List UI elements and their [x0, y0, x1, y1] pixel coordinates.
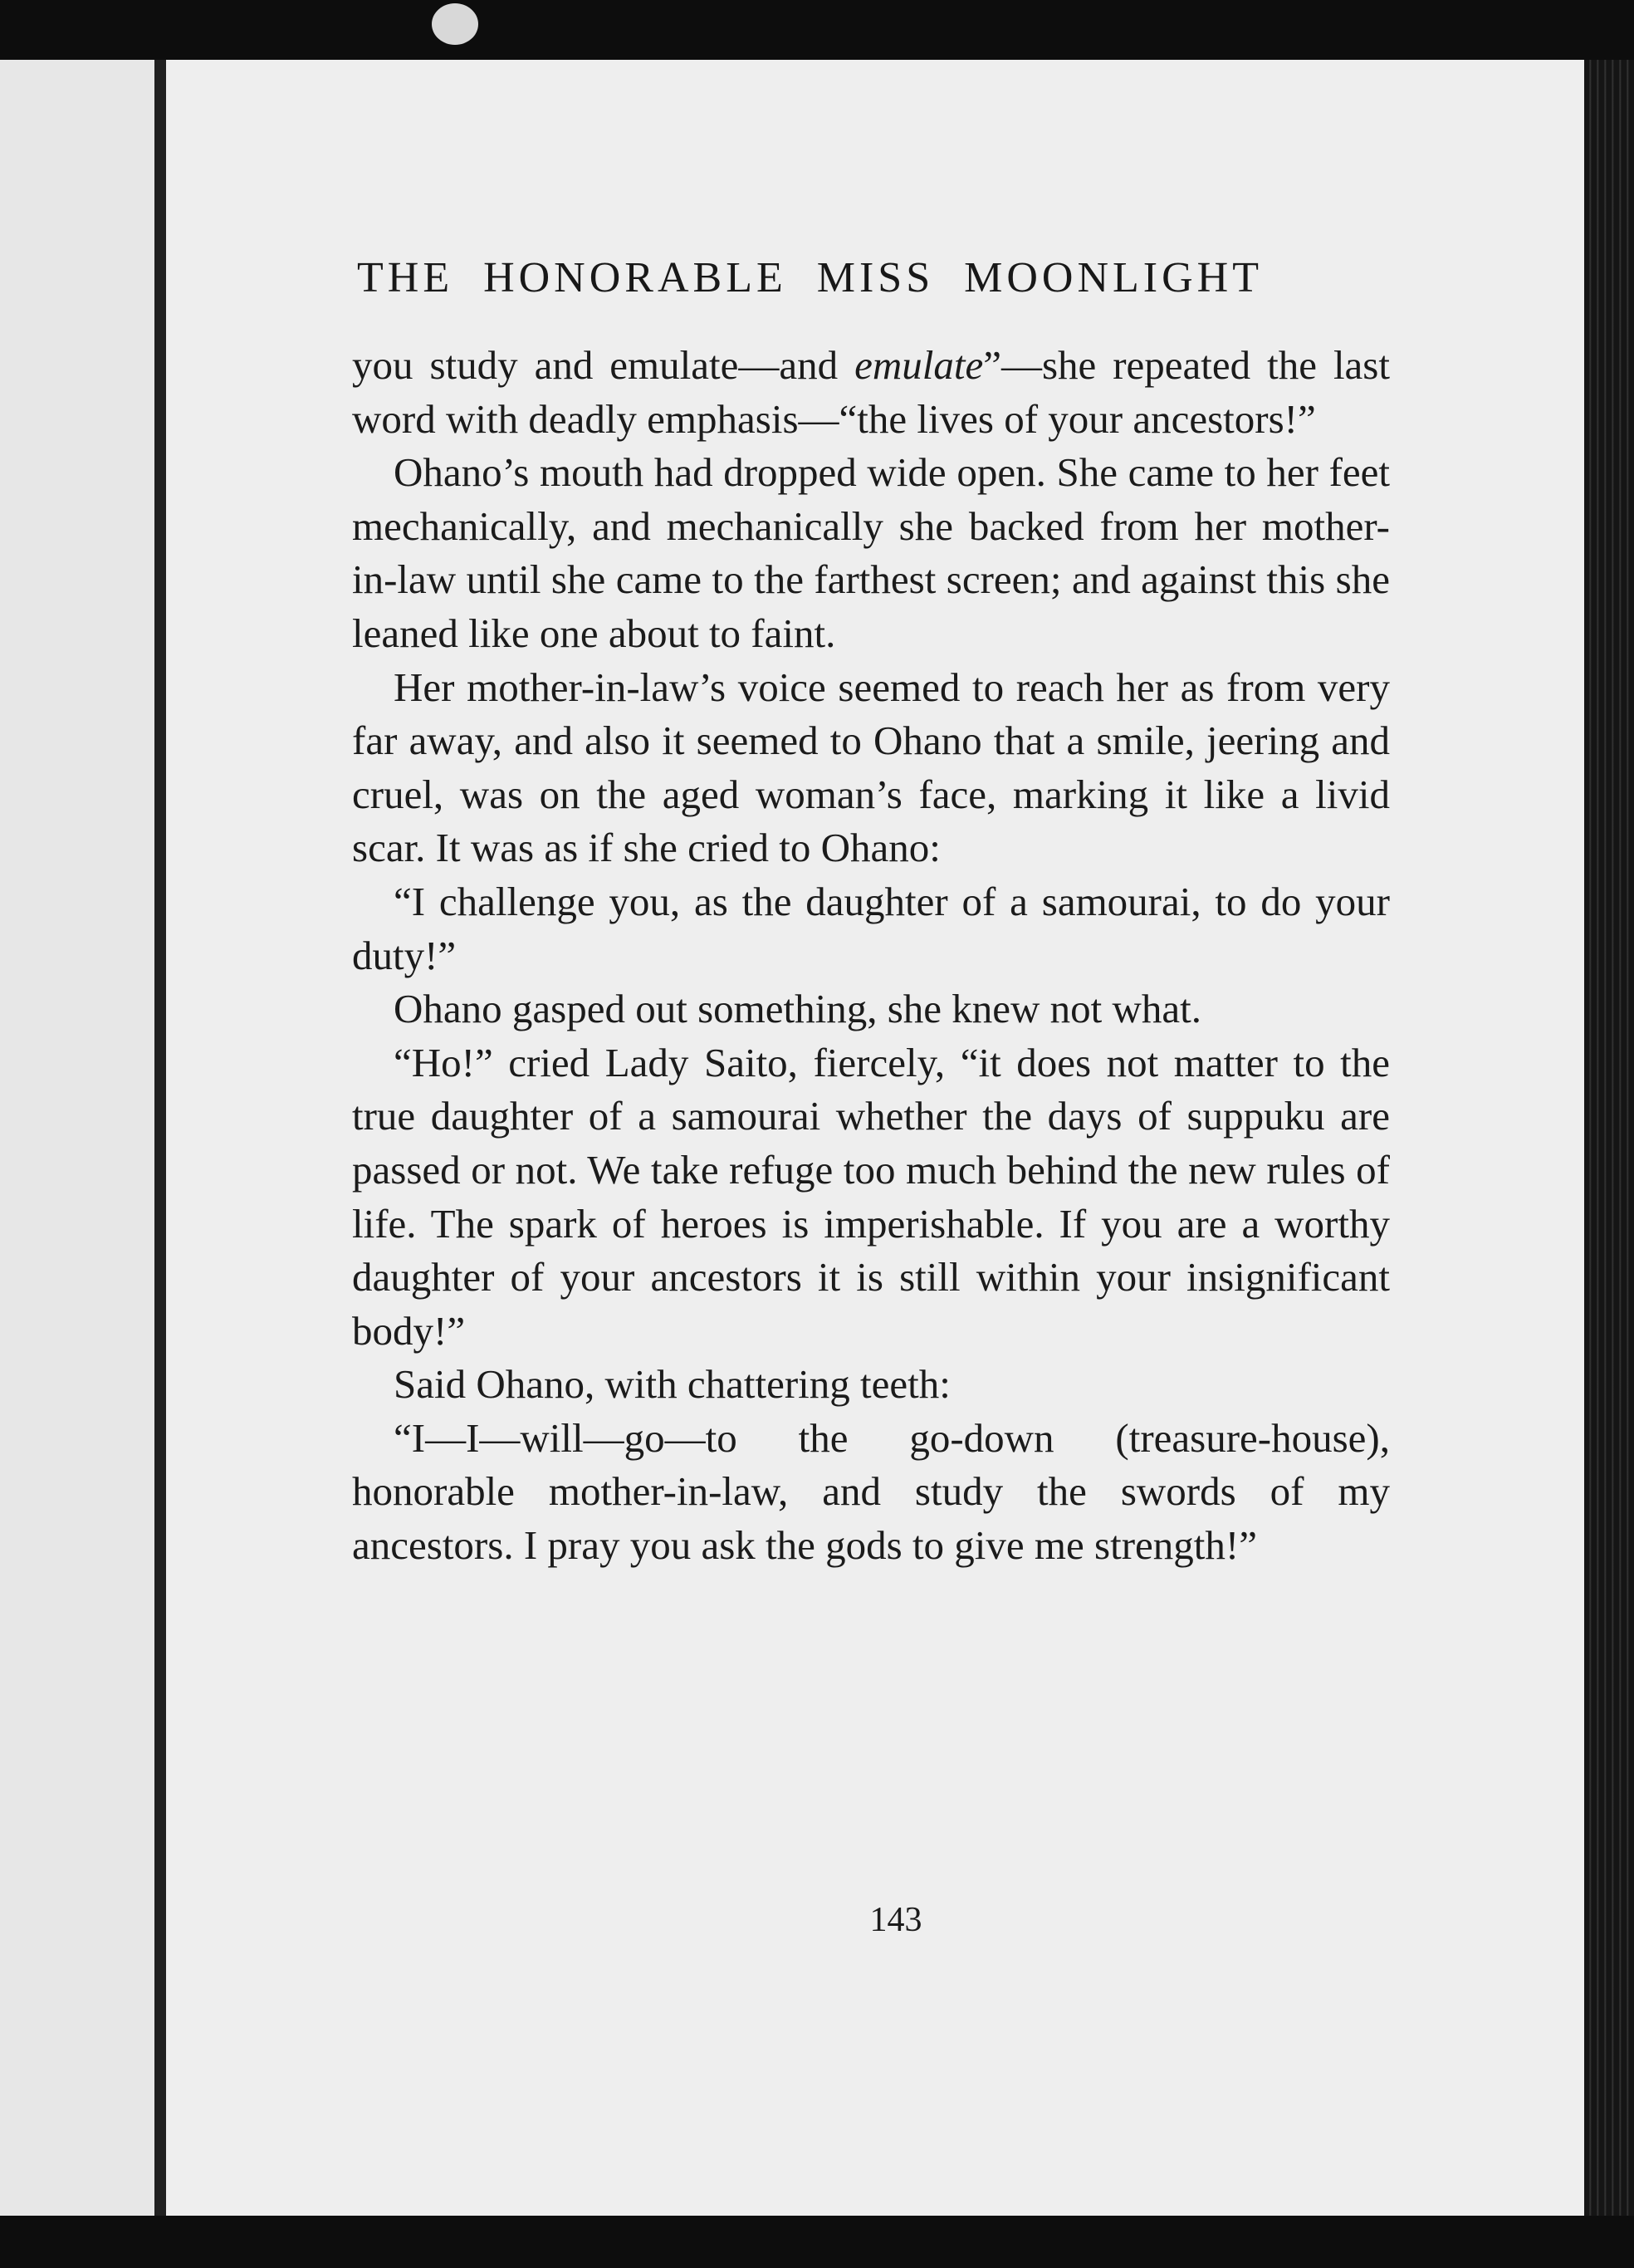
page-stack-edge: [1584, 60, 1634, 2216]
folio-area: [352, 0, 1390, 2268]
emphasized-word: emulate: [854, 342, 984, 388]
page-number: 143: [869, 1901, 922, 1939]
paragraph: Said Ohano, with chattering teeth:: [394, 1361, 951, 1408]
paragraph-text: you study and emulate—and: [352, 342, 855, 388]
book-gutter: [154, 60, 166, 2216]
running-head: THE HONORABLE MISS MOONLIGHT: [357, 254, 1263, 301]
paragraph: “I challenge you, as the daughter of a samourai, to do your duty!”: [352, 878, 1390, 978]
paragraph: Her mother-in-law’s voice seemed to reach her as from very far away, and also it seemed to Ohano that a smile, jeering and cruel, was on the aged woman’s face, marking it like a livid scar. It was as if she cried to Ohano:: [352, 664, 1390, 871]
paragraph: Ohano gasped out something, she knew not what.: [394, 986, 1202, 1032]
paragraph-text: ”—she repeated the last word with deadly emphasis—“the lives of your ancestors!”: [352, 342, 1390, 442]
paragraph: “Ho!” cried Lady Saito, fiercely, “it does not matter to the true daughter of a samourai whether the days of suppuku are passed or not. We take refuge too much behind the new rules of life. The spark of heroes is imperishable. If you are a worthy daughter of your ancestors it is still within your insignificant body!”: [352, 1039, 1390, 1354]
paragraph: Ohano’s mouth had dropped wide open. She came to her feet mechanically, and mechanically she backed from her mother-in-law until she came to the farthest screen; and against this she leaned like one about to faint.: [352, 449, 1390, 656]
paragraph: “I—I—will—go—to the go-down (treasure-house), honorable mother-in-law, and study the swords of my ancestors. I pray you ask the gods to give me strength!”: [352, 1414, 1390, 1569]
facing-page-edge: [0, 60, 159, 2216]
